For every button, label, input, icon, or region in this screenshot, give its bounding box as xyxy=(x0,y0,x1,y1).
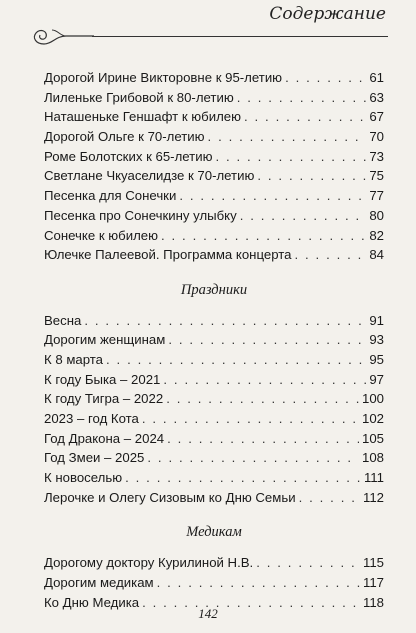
toc-entry-page: 105 xyxy=(361,430,384,446)
header-rule xyxy=(92,36,388,37)
toc-entry-title: Лиленьке Грибовой к 80-летию xyxy=(44,89,234,105)
toc-entry-page: 67 xyxy=(369,109,384,125)
toc-entry-page: 102 xyxy=(361,411,384,426)
toc-group-top xyxy=(44,70,384,267)
section-title-holidays: Праздники xyxy=(180,281,248,298)
toc-entry xyxy=(44,70,384,90)
toc-entry-page: 93 xyxy=(369,332,384,348)
toc-entry-page: 80 xyxy=(369,207,384,223)
toc-entry-title: Лерочке и Олегу Сизовым ко Дню Семьи xyxy=(44,489,296,505)
toc-group-holidays xyxy=(44,313,384,510)
toc-entry xyxy=(44,332,384,352)
toc-entry-page: 75 xyxy=(369,168,384,184)
dot-leader xyxy=(84,313,366,328)
toc-entry-page: 91 xyxy=(369,312,384,328)
toc-entry-title: Дорогим женщинам xyxy=(44,332,166,348)
toc-entry-page: 63 xyxy=(369,89,384,105)
toc-entry-page: 95 xyxy=(369,351,384,367)
dot-leader xyxy=(168,332,366,347)
running-header xyxy=(0,0,416,60)
toc-entry xyxy=(44,391,384,411)
toc-entry-title: Сонечке к юбилею xyxy=(44,227,158,243)
dot-leader xyxy=(244,109,366,124)
dot-leader xyxy=(167,431,359,446)
dot-leader xyxy=(208,129,367,144)
toc-entry-title: Дорогой Ирине Викторовне к 95-летию xyxy=(44,70,283,85)
dot-leader xyxy=(257,168,366,183)
toc-entry-title: К новоселью xyxy=(44,470,123,486)
toc-entry xyxy=(44,129,384,149)
toc-entry xyxy=(44,490,384,510)
toc-entry xyxy=(44,470,384,490)
toc-entry xyxy=(44,575,384,595)
toc-entry xyxy=(44,188,384,208)
toc-entry-page: 115 xyxy=(362,555,384,571)
toc-entry-page: 73 xyxy=(369,148,384,164)
toc-entry xyxy=(44,431,384,451)
dot-leader xyxy=(215,149,366,164)
section-title-medics: Медикам xyxy=(186,524,242,541)
toc-entry xyxy=(44,208,384,228)
dot-leader xyxy=(142,411,359,426)
toc-entry-title: К году Тигра – 2022 xyxy=(44,391,164,407)
toc-entry-title: 2023 – год Кота xyxy=(44,411,139,426)
dot-leader xyxy=(285,70,366,85)
toc-entry-title: Дорогим медикам xyxy=(44,574,154,590)
dot-leader xyxy=(299,490,360,505)
header-title: Содержание xyxy=(269,4,386,24)
dot-leader xyxy=(163,372,366,387)
dot-leader xyxy=(147,450,359,465)
toc-entry-title: Наташеньке Геншафт к юбилею xyxy=(44,109,241,125)
toc-entry-title: Юлечке Палеевой. Программа концерта xyxy=(44,247,292,263)
toc-entry-page: 100 xyxy=(361,391,384,407)
toc-entry xyxy=(44,352,384,372)
toc-entry-page: 82 xyxy=(369,227,384,243)
toc-entry xyxy=(44,555,384,575)
toc-entry xyxy=(44,90,384,110)
toc-entry-title: Дорогой Ольге к 70-летию xyxy=(44,129,205,145)
dot-leader xyxy=(294,247,366,262)
toc-entry-title: Дорогому доктору Курилиной Н.В. xyxy=(44,555,254,571)
page-number: 142 xyxy=(198,606,218,621)
toc-entry-page: 117 xyxy=(362,574,384,590)
dot-leader xyxy=(179,188,366,203)
toc-entry-title: Год Змеи – 2025 xyxy=(44,450,145,466)
toc-entry-title: К году Быка – 2021 xyxy=(44,371,161,387)
toc-entry-title: К 8 марта xyxy=(44,351,104,367)
toc-entry-title: Песенка для Сонечки xyxy=(44,188,177,204)
dot-leader xyxy=(166,391,359,406)
toc-entry-page: 112 xyxy=(362,489,384,505)
flourish-ornament-icon xyxy=(26,24,96,50)
toc-entry-title: Песенка про Сонечкину улыбку xyxy=(44,207,237,223)
toc-entry xyxy=(44,168,384,188)
toc-entry-page: 84 xyxy=(369,247,384,263)
dot-leader xyxy=(125,470,361,485)
toc-entry-title: Ко Дню Медика xyxy=(44,594,140,610)
toc-entry-title: Весна xyxy=(44,312,82,328)
toc-entry-title: Светлане Чкуаселидзе к 70-летию xyxy=(44,168,255,184)
dot-leader xyxy=(157,575,360,590)
toc-entry xyxy=(44,450,384,470)
toc-entry xyxy=(44,372,384,392)
toc-entry-title: Роме Болотских к 65-летию xyxy=(44,148,213,164)
toc-entry xyxy=(44,109,384,129)
dot-leader xyxy=(106,352,366,367)
toc-entry-page: 118 xyxy=(362,594,384,610)
toc-entry xyxy=(44,149,384,169)
table-of-contents xyxy=(44,70,384,614)
toc-entry xyxy=(44,313,384,333)
toc-entry xyxy=(44,228,384,248)
toc-entry-page: 111 xyxy=(363,470,384,486)
toc-entry-title: Год Дракона – 2024 xyxy=(44,430,165,446)
toc-entry xyxy=(44,411,384,431)
toc-entry-page: 61 xyxy=(369,70,384,85)
toc-entry xyxy=(44,247,384,267)
dot-leader xyxy=(256,555,360,570)
dot-leader xyxy=(240,208,367,223)
dot-leader xyxy=(161,228,366,243)
toc-entry-page: 70 xyxy=(369,129,384,145)
dot-leader xyxy=(237,90,367,105)
toc-entry-page: 108 xyxy=(361,450,384,466)
toc-entry-page: 77 xyxy=(369,188,384,204)
toc-entry-page: 97 xyxy=(369,371,384,387)
